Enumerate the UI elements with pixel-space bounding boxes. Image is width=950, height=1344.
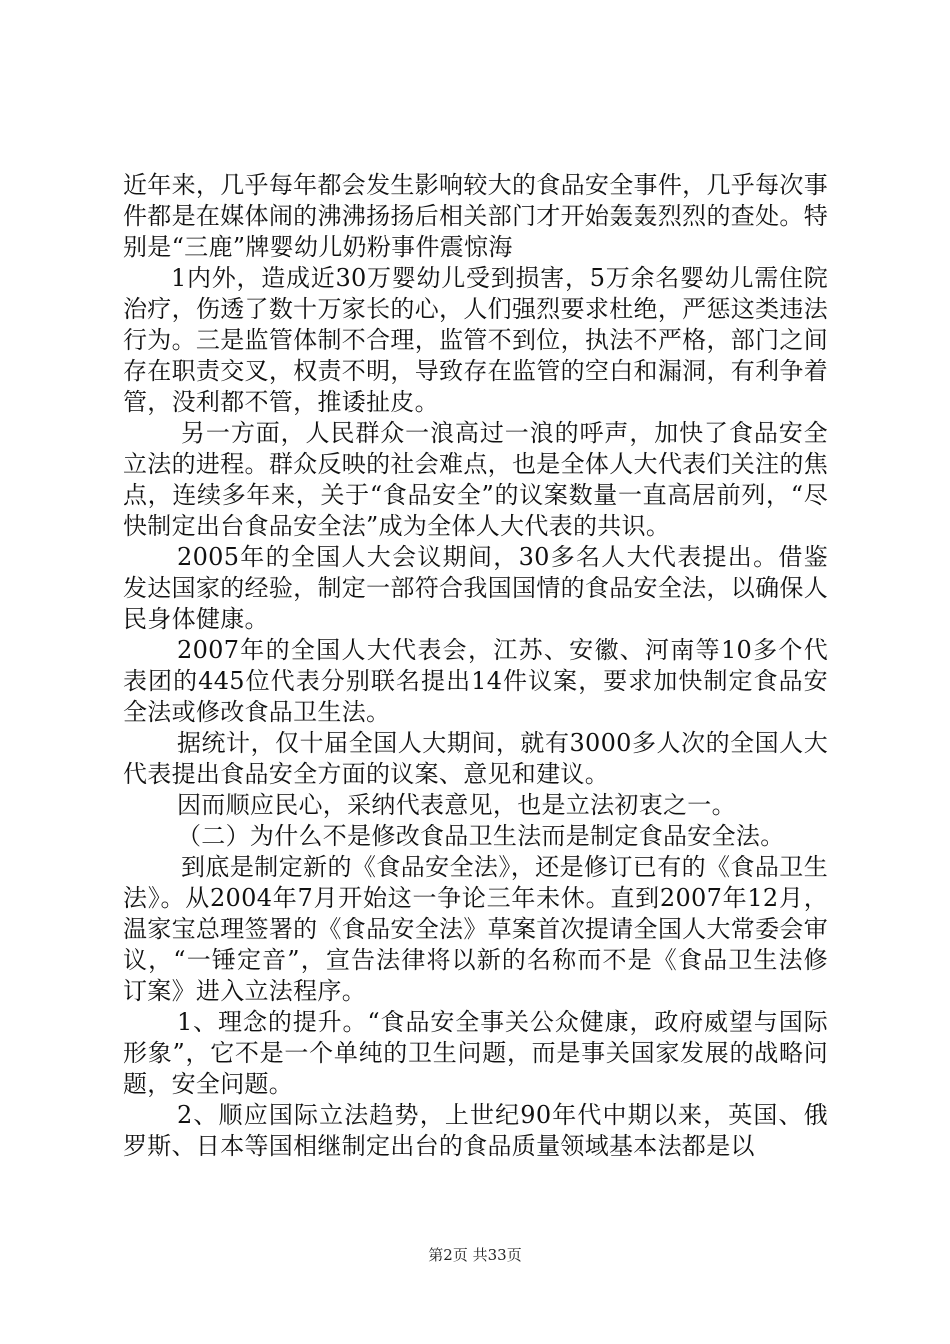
paragraph-6: 据统计，仅十届全国人大期间，就有3000多人次的全国人大代表提出食品安全方面的议案、意见和建议。 bbox=[123, 729, 828, 788]
paragraph-9: 1、理念的提升。“食品安全事关公众健康，政府威望与国际形象”，它不是一个单纯的卫生问题，而是事关国家发展的战略问题，安全问题。 bbox=[123, 1008, 828, 1098]
document-body bbox=[123, 170, 828, 1162]
paragraph-4: 2005年的全国人大会议期间，30多名人大代表提出。借鉴发达国家的经验，制定一部符合我国国情的食品安全法，以确保人民身体健康。 bbox=[123, 543, 828, 633]
paragraph-1: 近年来，几乎每年都会发生影响较大的食品安全事件，几乎每次事件都是在媒体闹的沸沸扬扬后相关部门才开始轰轰烈烈的查处。特别是“三鹿”牌婴幼儿奶粉事件震惊海 bbox=[123, 171, 828, 261]
section-heading: （二）为什么不是修改食品卫生法而是制定食品安全法。 bbox=[177, 822, 785, 850]
paragraph-3: 另一方面，人民群众一浪高过一浪的呼声，加快了食品安全立法的进程。群众反映的社会难点，也是全体人大代表们关注的焦点，连续多年来，关于“食品安全”的议案数量一直高居前列，“尽快制定出台食品安全法”成为全体人大代表的共识。 bbox=[123, 419, 828, 540]
paragraph-7: 因而顺应民心，采纳代表意见，也是立法初衷之一。 bbox=[177, 791, 736, 819]
page-number-footer: 第2页 共33页 bbox=[428, 1246, 522, 1264]
paragraph-10: 2、顺应国际立法趋势，上世纪90年代中期以来，英国、俄罗斯、日本等国相继制定出台的食品质量领域基本法都是以 bbox=[123, 1101, 828, 1160]
paragraph-5: 2007年的全国人大代表会，江苏、安徽、河南等10多个代表团的445位代表分别联名提出14件议案，要求加快制定食品安全法或修改食品卫生法。 bbox=[123, 636, 828, 726]
paragraph-2: 1内外，造成近30万婴幼儿受到损害，5万余名婴幼儿需住院治疗，伤透了数十万家长的心，人们强烈要求杜绝，严惩这类违法行为。三是监管体制不合理，监管不到位，执法不严格，部门之间存在职责交叉，权责不明，导致存在监管的空白和漏洞，有利争着管，没利都不管，推诿扯皮。 bbox=[123, 264, 828, 416]
paragraph-8: 到底是制定新的《食品安全法》，还是修订已有的《食品卫生法》。从2004年7月开始这一争论三年未休。直到2007年12月，温家宝总理签署的《食品安全法》草案首次提请全国人大常委会审议，“一锤定音”，宣告法律将以新的名称而不是《食品卫生法修订案》进入立法程序。 bbox=[123, 853, 828, 1005]
